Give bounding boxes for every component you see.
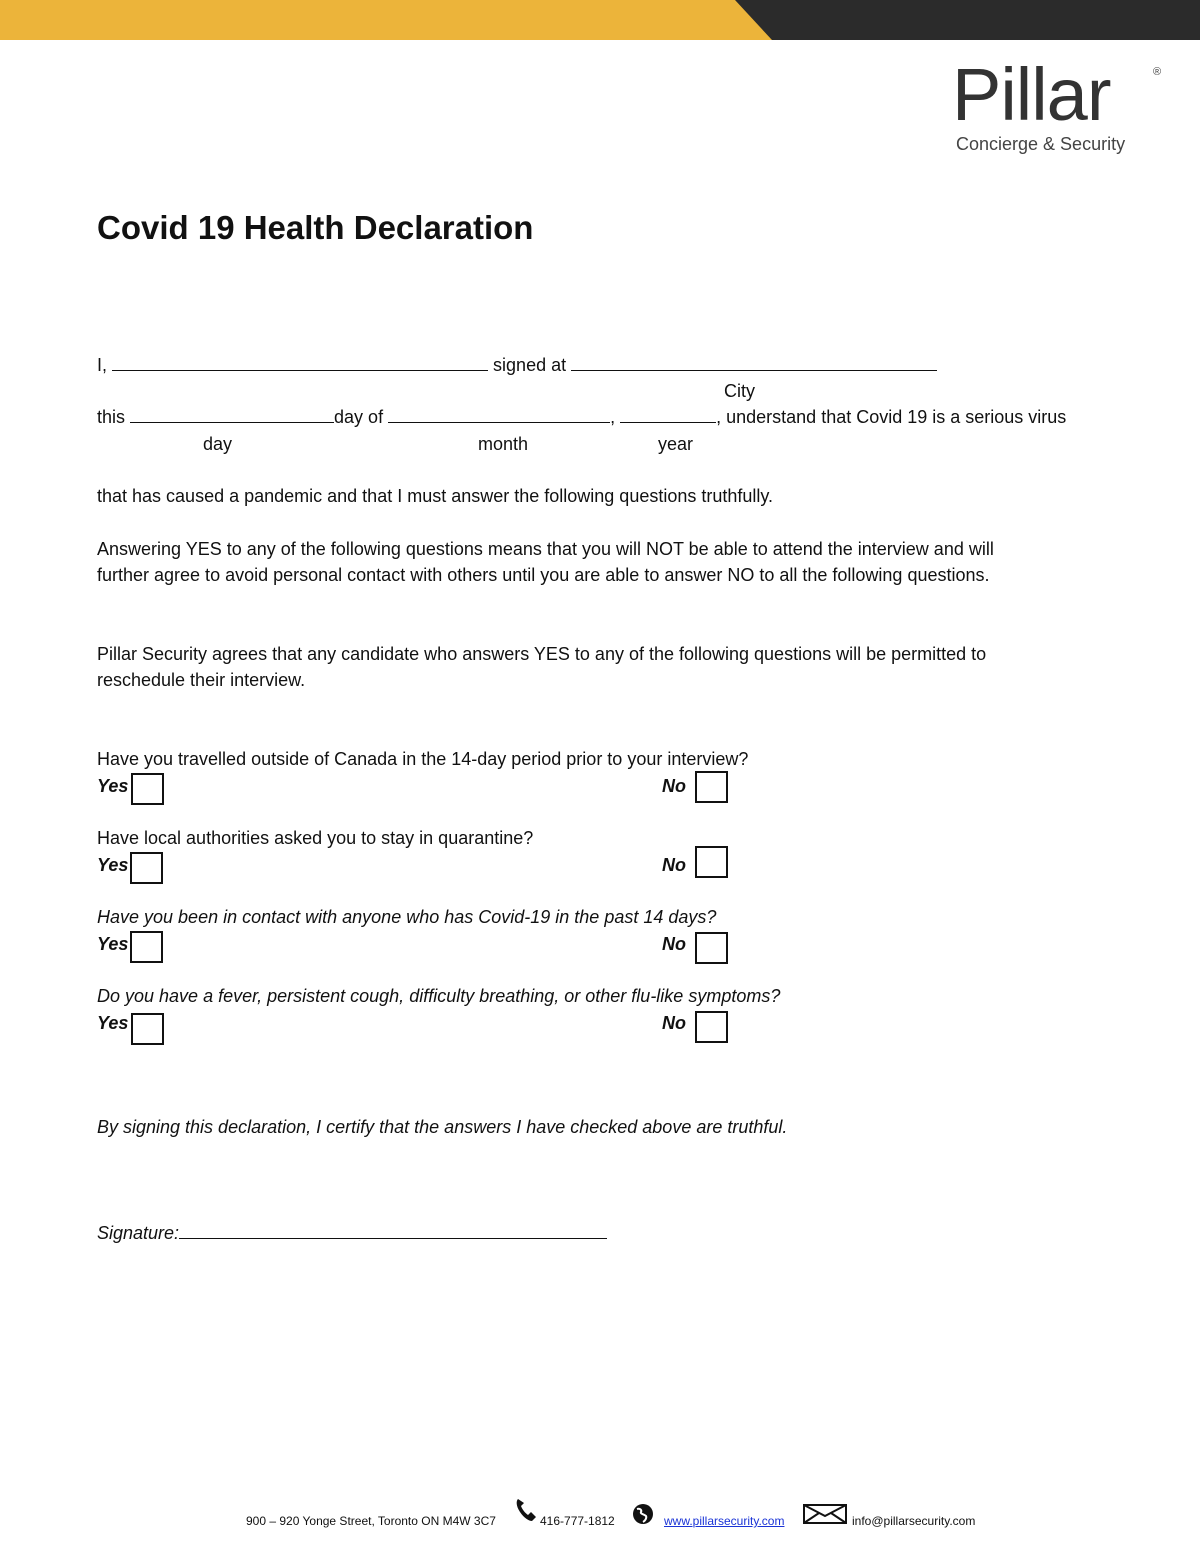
name-field[interactable] [112,354,488,371]
signature-label: Signature: [97,1223,180,1243]
city-field[interactable] [571,354,937,371]
question-1-no-checkbox[interactable] [695,771,728,803]
notice-line-1: Answering YES to any of the following questions means that you will NOT be able to attend the interview and will [97,539,994,559]
question-2-no-label: No [662,855,686,875]
footer-website-link[interactable]: www.pillarsecurity.com [664,1514,785,1528]
line2-day-of: day of [334,407,384,427]
footer-phone: 416-777-1812 [540,1514,615,1528]
logo-wordmark: Pillar [952,53,1111,136]
question-3-yes-checkbox[interactable] [130,931,163,963]
day-field[interactable] [130,406,334,423]
reschedule-line-1: Pillar Security agrees that any candidate who answers YES to any of the following questions will be permitted to [97,644,987,664]
year-label: year [658,434,694,454]
footer-email: info@pillarsecurity.com [852,1514,976,1528]
question-3-no-label: No [662,934,686,954]
question-4-text: Do you have a fever, persistent cough, difficulty breathing, or other flu-like symptoms? [97,986,781,1006]
month-label: month [478,434,529,454]
logo-tagline: Concierge & Security [956,134,1126,154]
question-3-no-checkbox[interactable] [695,932,728,964]
question-1-no-label: No [662,776,686,796]
question-2-text: Have local authorities asked you to stay in quarantine? [97,828,534,848]
city-label: City [724,381,755,401]
line1-prefix: I, [97,355,108,375]
header-banner [0,0,1200,40]
declaration-line-3: that has caused a pandemic and that I must answer the following questions truthfully. [97,486,774,506]
line2-suffix: , understand that Covid 19 is a serious virus [716,407,1067,427]
line2-this: this [97,407,126,427]
day-label: day [203,434,233,454]
question-3-yes-label: Yes [97,934,129,954]
question-2-yes-label: Yes [97,855,129,875]
question-1-yes-label: Yes [97,776,129,796]
certify-statement: By signing this declaration, I certify that the answers I have checked above are truthful. [97,1117,788,1137]
signature-line [97,1222,607,1244]
envelope-icon [803,1504,847,1524]
reschedule-line-2: reschedule their interview. [97,670,306,690]
question-2-no-checkbox[interactable] [695,846,728,878]
question-4-yes-label: Yes [97,1013,129,1033]
question-1-text: Have you travelled outside of Canada in the 14-day period prior to your interview? [97,749,749,769]
globe-icon [629,1502,657,1526]
month-field[interactable] [388,406,610,423]
signature-field[interactable] [179,1222,607,1239]
declaration-line-2 [97,406,1066,428]
declaration-line-1 [97,354,937,376]
header-accent-bar [0,0,790,40]
page-title: Covid 19 Health Declaration [97,209,534,246]
pillar-logo [952,53,1167,158]
question-3-text: Have you been in contact with anyone who has Covid-19 in the past 14 days? [97,907,717,927]
year-field[interactable] [620,406,716,423]
question-4-yes-checkbox[interactable] [131,1013,164,1045]
question-4-no-label: No [662,1013,686,1033]
phone-icon [514,1497,538,1523]
line2-comma: , [610,407,616,427]
notice-line-2: further agree to avoid personal contact with others until you are able to answer NO to all the following questions. [97,565,990,585]
registered-mark: ® [1153,66,1162,78]
question-2-yes-checkbox[interactable] [130,852,163,884]
footer-address: 900 – 920 Yonge Street, Toronto ON M4W 3C7 [246,1514,496,1528]
question-4-no-checkbox[interactable] [695,1011,728,1043]
line1-signed-at: signed at [493,355,567,375]
question-1-yes-checkbox[interactable] [131,773,164,805]
header-dark-bar [735,0,1200,40]
